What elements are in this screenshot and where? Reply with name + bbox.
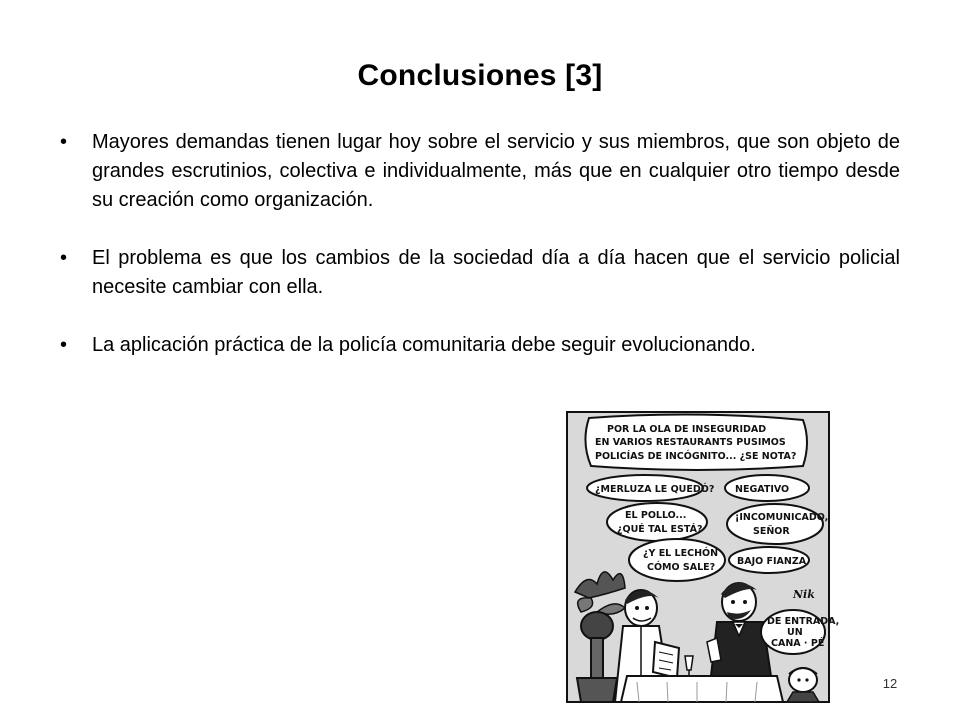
bubble-a4-line-3: CANA · PÉ <box>771 638 825 649</box>
menu-card <box>653 642 679 678</box>
bubble-a1-text: NEGATIVO <box>735 484 790 495</box>
slide-title: Conclusiones [3] <box>357 59 603 92</box>
bullet-item <box>60 244 900 302</box>
bullet-dot: • <box>60 131 68 153</box>
cartoon-signature: Nik <box>793 588 815 601</box>
page-number: 12 <box>882 676 898 691</box>
bubble-a4-line-2: UN <box>787 627 803 638</box>
bubble-q3-line-2: CÓMO SALE? <box>647 562 716 573</box>
speech-bubble-q2 <box>607 503 707 541</box>
bubble-q1-text: ¿MERLUZA LE QUEDÓ? <box>595 484 715 495</box>
bubble-q2-line-2: ¿QUÉ TAL ESTÁ? <box>617 524 703 535</box>
bullet-item <box>60 128 900 215</box>
bubble-top-line-2: EN VARIOS RESTAURANTS PUSIMOS <box>595 437 786 448</box>
speech-bubble-q3 <box>629 539 725 581</box>
bubble-top-line-3: POLICÍAS DE INCÓGNITO... ¿SE NOTA? <box>595 451 797 462</box>
bullet-dot: • <box>60 334 68 356</box>
speech-bubble-a2 <box>727 504 823 544</box>
small-figure <box>787 668 819 702</box>
comic-cartoon <box>567 412 840 702</box>
bullet-dot: • <box>60 247 68 269</box>
bubble-a3-text: BAJO FIANZA <box>737 556 807 567</box>
bullet-text: El problema es que los cambios de la sociedad día a día hacen que el servicio policial necesite cambiar con ella. <box>92 247 900 298</box>
bubble-a2-line-1: ¡INCOMUNICADO, <box>735 512 829 523</box>
bubble-q2-line-1: EL POLLO... <box>625 510 687 521</box>
bubble-a2-line-2: SEÑOR <box>753 526 790 537</box>
bubble-a4-line-1: DE ENTRADA, <box>767 616 840 627</box>
bubble-q3-line-1: ¿Y EL LECHÓN <box>643 548 719 559</box>
bullet-text: La aplicación práctica de la policía comunitaria debe seguir evolucionando. <box>92 334 756 356</box>
comic-drawing <box>567 412 840 702</box>
bullet-text: Mayores demandas tienen lugar hoy sobre el servicio y sus miembros, que son objeto de grandes escrutinios, colectiva e individualmente, más que en cualquier otro tiempo desde su creación como organización. <box>92 131 900 211</box>
bubble-top-line-1: POR LA OLA DE INSEGURIDAD <box>607 424 767 435</box>
bullet-list <box>60 128 900 389</box>
bullet-item <box>60 331 900 360</box>
